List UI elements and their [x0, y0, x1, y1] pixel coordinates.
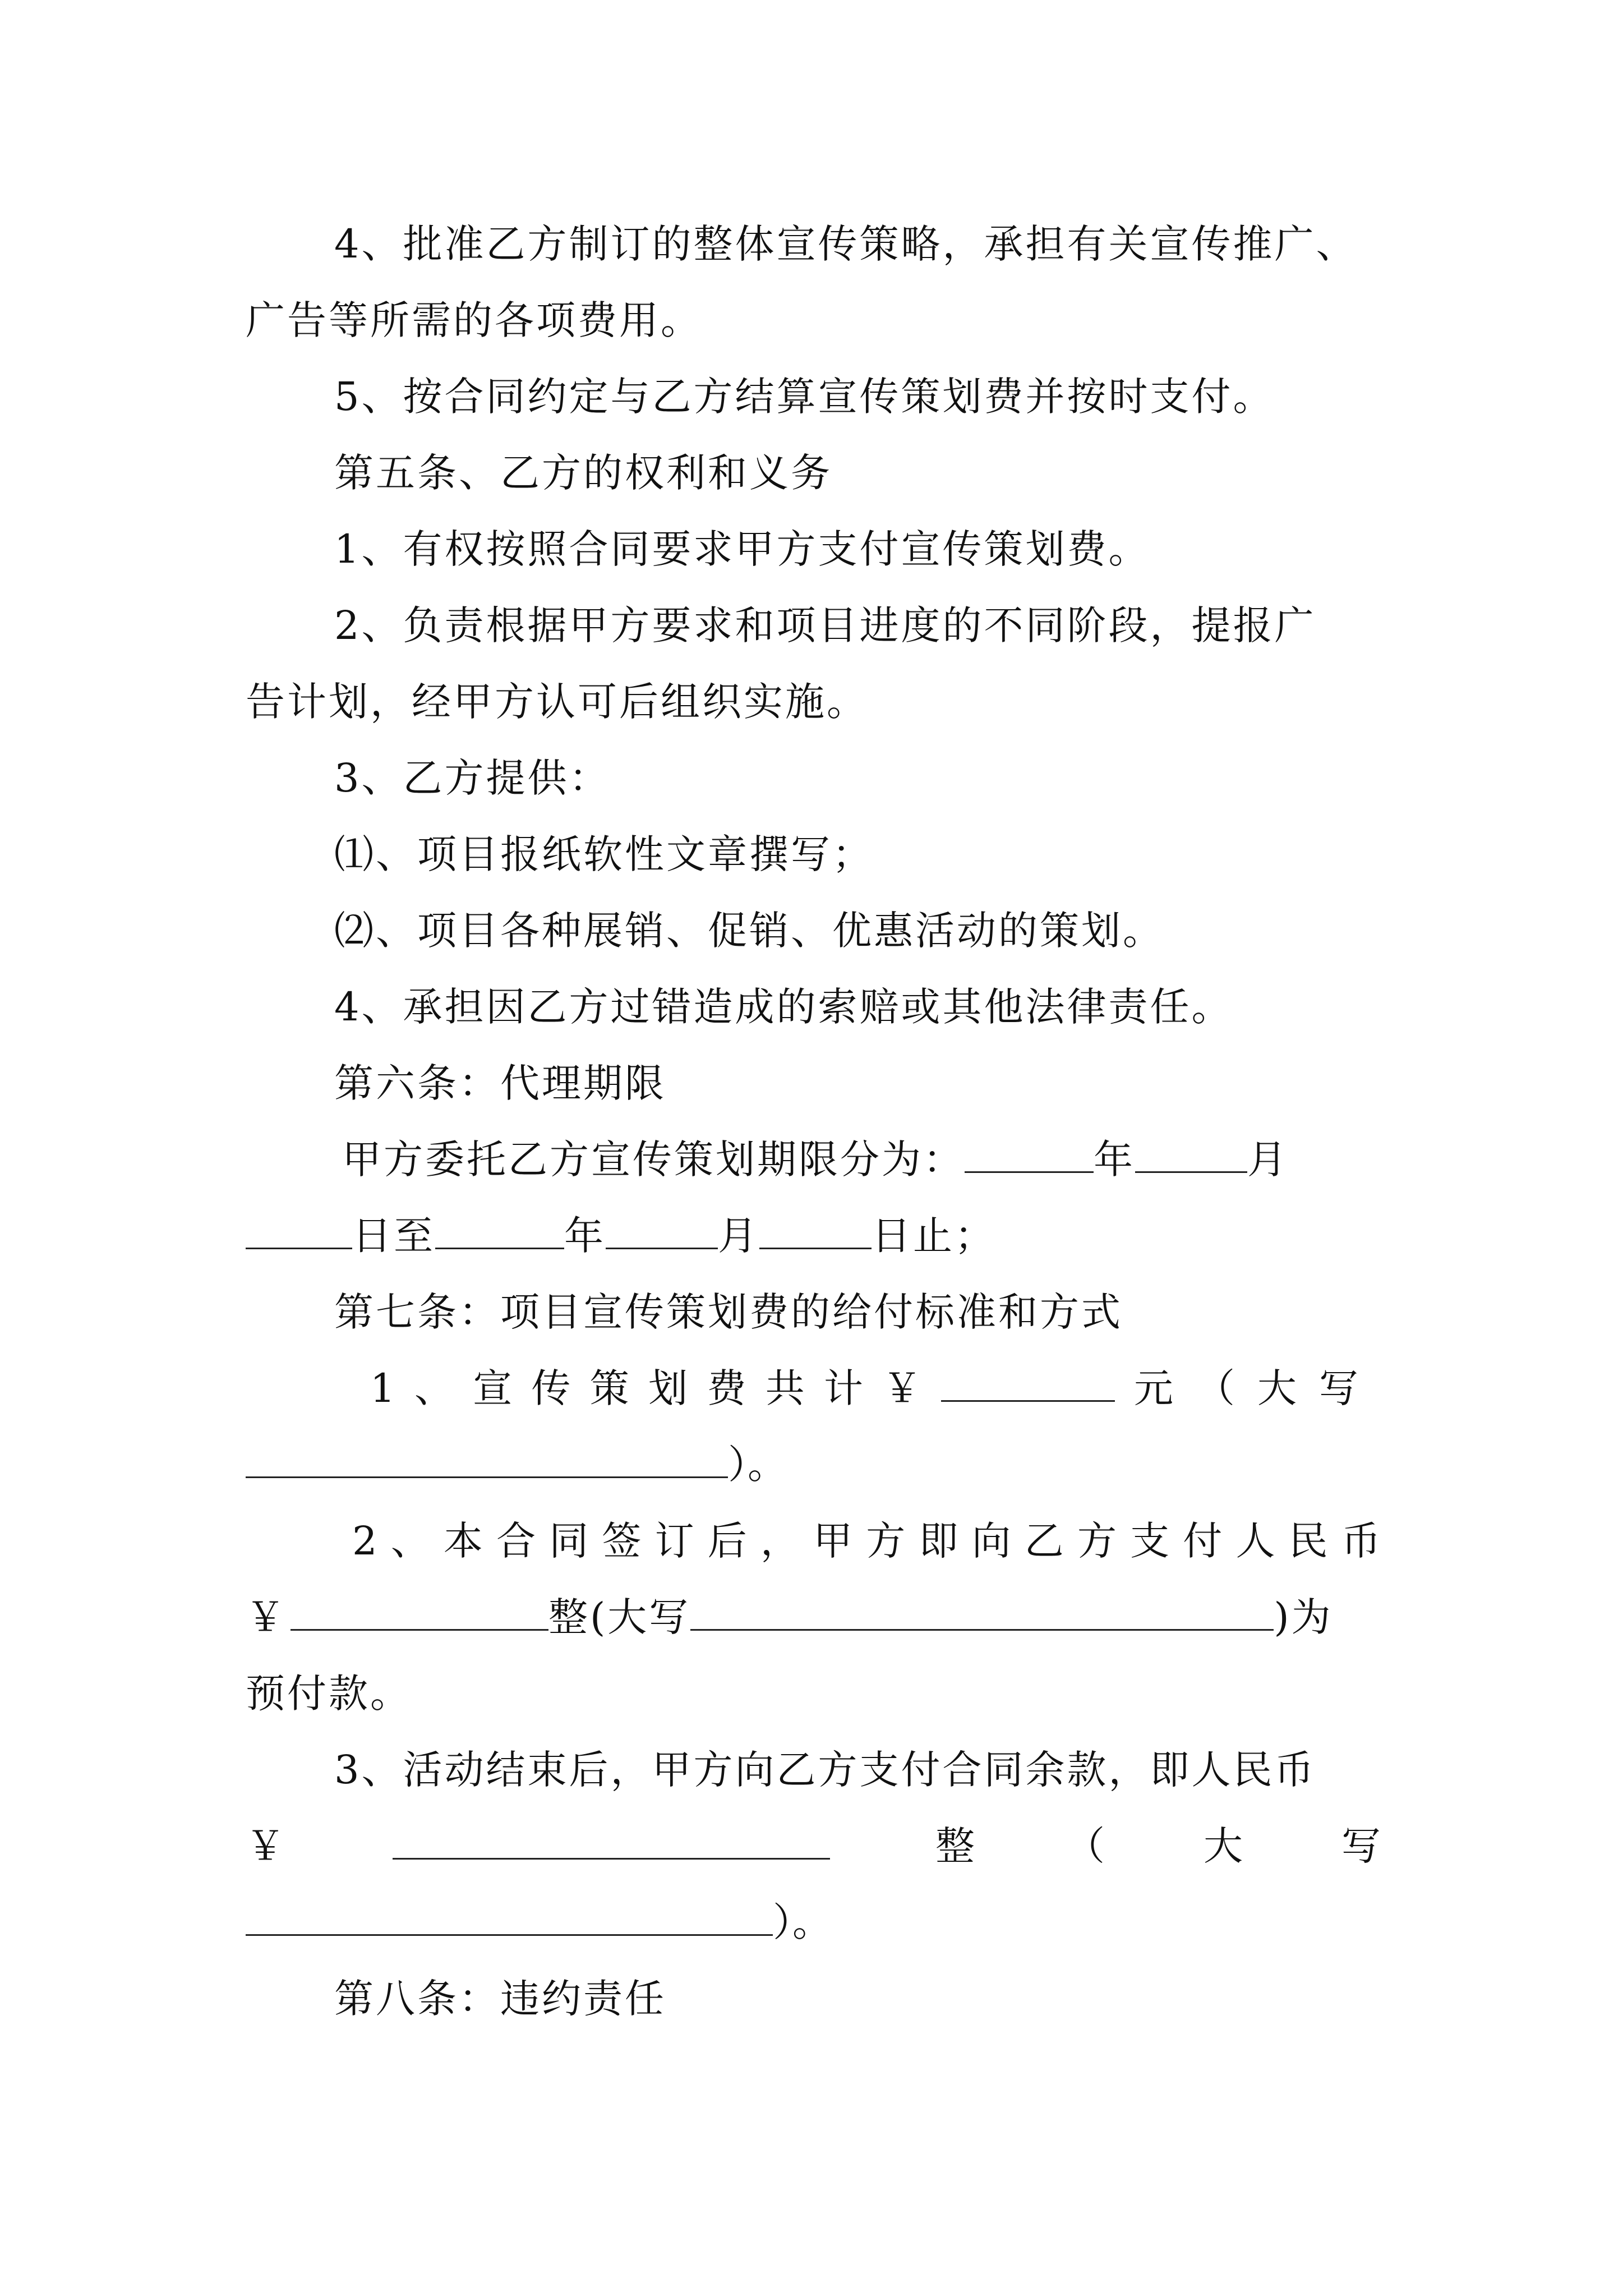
fee-line-1	[370, 1365, 1381, 1411]
pay2-char: 2	[352, 1518, 377, 1564]
blank-end-year	[435, 1218, 564, 1249]
month-label: 月	[1247, 1137, 1289, 1182]
pay2-char: 方	[1077, 1518, 1117, 1564]
article-8-title: 第八条：违约责任	[334, 1976, 666, 2022]
term-line-2	[246, 1213, 996, 1259]
fee-char: 费	[707, 1365, 746, 1411]
duty-2-line-2: 告计划，经甲方认可后组织实施。	[246, 679, 868, 725]
day-to-label: 日至	[352, 1213, 435, 1259]
fee-line-2	[246, 1442, 787, 1488]
blank-prepay-daxie	[690, 1600, 1274, 1631]
pay2-char: 支	[1130, 1518, 1170, 1564]
blank-start-month	[1135, 1142, 1247, 1173]
fee-char: 、	[414, 1365, 454, 1411]
fee-char: 1	[370, 1365, 395, 1411]
yen-sign: ￥	[246, 1594, 285, 1640]
pay2-char: 签	[602, 1518, 642, 1564]
year-label-2: 年	[564, 1213, 606, 1259]
blank-balance-daxie	[246, 1905, 773, 1936]
pay2-char: 后	[707, 1518, 747, 1564]
pay-3-line-1: 3、活动结束后，甲方向乙方支付合同余款，即人民币	[334, 1747, 1316, 1793]
article-5-title: 第五条、乙方的权利和义务	[334, 450, 832, 496]
pay2-char: 同	[549, 1518, 589, 1564]
day-end-label: 日止；	[872, 1213, 996, 1259]
pay-3-line-3	[246, 1899, 832, 1945]
pay2-char: 乙	[1024, 1518, 1064, 1564]
fee-char: 计	[824, 1365, 864, 1411]
month-label-2: 月	[718, 1213, 759, 1259]
pay2-char: 订	[654, 1518, 694, 1564]
xie-label: 写	[1341, 1823, 1381, 1869]
blank-prepay-amount	[291, 1600, 548, 1631]
pay2-char: 合	[496, 1518, 536, 1564]
fee-char: 传	[531, 1365, 571, 1411]
clause-5: 5、按合同约定与乙方结算宣传策划费并按时支付。	[334, 374, 1275, 420]
zheng-daxie: 整(大写	[548, 1594, 691, 1640]
pay2-char: 方	[866, 1518, 906, 1564]
fee-char: 划	[648, 1365, 688, 1411]
pay2-char: 向	[971, 1518, 1011, 1564]
pay2-char: 币	[1341, 1518, 1381, 1564]
pay2-char: 本	[443, 1518, 483, 1564]
article-6-title: 第六条：代理期限	[334, 1060, 666, 1106]
close-period: ）。	[728, 1442, 787, 1488]
duty-1: 1、有权按照合同要求甲方支付宣传策划费。	[334, 526, 1150, 572]
blank-start-year	[965, 1142, 1094, 1173]
close-period-2: ）。	[773, 1899, 832, 1945]
pay2-char: 即	[919, 1518, 958, 1564]
blank-end-day	[759, 1218, 872, 1249]
pay-2-line-1	[352, 1518, 1381, 1564]
year-label: 年	[1094, 1137, 1135, 1182]
duty-3-item-1: ⑴、项目报纸软性文章撰写；	[334, 831, 874, 877]
duty-2-line-1: 2、负责根据甲方要求和项目进度的不同阶段，提报广	[334, 602, 1316, 648]
zheng-label: 整	[935, 1823, 975, 1869]
duty-3-item-2: ⑵、项目各种展销、促销、优惠活动的策划。	[334, 908, 1164, 954]
fee-char: 共	[765, 1365, 805, 1411]
pay2-char: 民	[1288, 1518, 1328, 1564]
duty-4: 4、承担因乙方过错造成的索赔或其他法律责任。	[334, 984, 1233, 1030]
pay-2-line-2	[246, 1594, 1333, 1640]
blank-fee-daxie	[246, 1447, 728, 1478]
pay2-char: 人	[1235, 1518, 1275, 1564]
yuan-daxie: 元（大写	[1133, 1365, 1381, 1411]
blank-balance-amount	[393, 1829, 830, 1860]
clause-4-line-2: 广告等所需的各项费用。	[246, 297, 702, 343]
fee-char: ￥	[882, 1365, 922, 1411]
pay-2-line-3: 预付款。	[246, 1671, 412, 1717]
term-prefix: 甲方委托乙方宣传策划期限分为：	[342, 1137, 965, 1182]
fee-char: 宣	[473, 1365, 513, 1411]
pay2-char: 付	[1183, 1518, 1223, 1564]
blank-end-month	[606, 1218, 718, 1249]
pay2-char: ，	[760, 1518, 800, 1564]
yen-sign-2: ￥	[246, 1823, 285, 1869]
blank-start-day	[246, 1218, 352, 1249]
wei-label: )为	[1274, 1594, 1333, 1640]
blank-balance-wrap	[393, 1826, 830, 1866]
open-paren: （	[1066, 1823, 1105, 1869]
pay2-char: 甲	[813, 1518, 853, 1564]
blank-fee-amount	[941, 1371, 1115, 1402]
clause-4-line-1: 4、批准乙方制订的整体宣传策略，承担有关宣传推广、	[334, 221, 1358, 267]
term-line-1	[342, 1137, 1289, 1182]
da-label: 大	[1204, 1823, 1243, 1869]
duty-3: 3、乙方提供：	[334, 755, 611, 801]
pay2-char: 、	[390, 1518, 430, 1564]
fee-char: 策	[589, 1365, 629, 1411]
article-7-title: 第七条：项目宣传策划费的给付标准和方式	[334, 1289, 1123, 1335]
